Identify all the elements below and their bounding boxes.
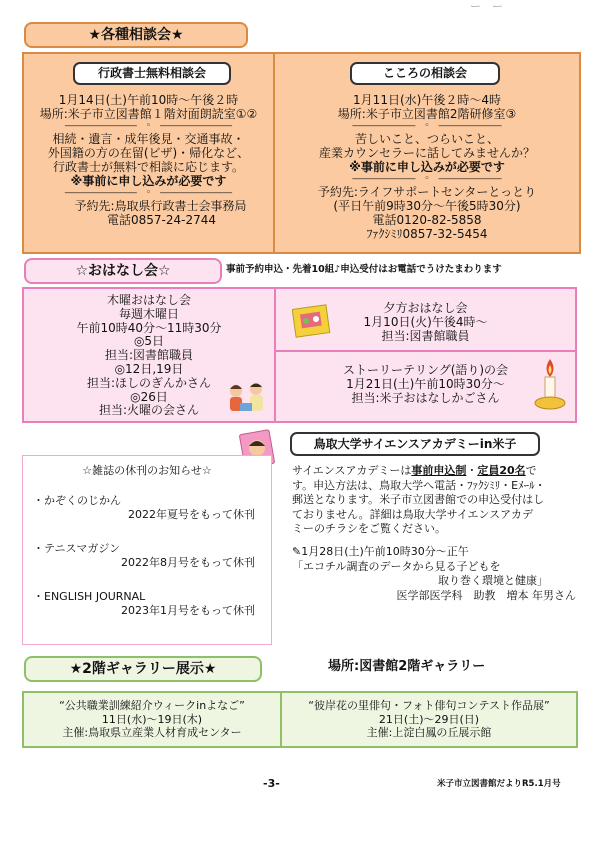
- evening-title: 夕方おはなし会: [383, 301, 468, 315]
- consult-right-note: ※事前に申し込みが必要です: [349, 160, 505, 174]
- gallery-section-header: ★2階ギャラリー展示★: [24, 656, 262, 682]
- top-mark: ー ー: [470, 0, 503, 13]
- science-para-line: [292, 464, 582, 479]
- consult-left-contact: 予約先:鳥取県行政書士会事務局: [74, 199, 247, 213]
- consult-right-title: こころの相談会: [350, 62, 500, 85]
- gallery-exhibit-title: “彼岸花の里俳句・フォト俳句コンテスト作品展”: [308, 699, 550, 712]
- science-para-line: 郵送となります。米子市立図書館での申込受付はし: [292, 493, 545, 507]
- thursday-line: 担当:図書館職員: [104, 348, 194, 363]
- magazine-name: ・テニスマガジン: [33, 542, 121, 555]
- gallery-exhibit-host: 主催:上淀白鳳の丘展示館: [366, 726, 492, 739]
- consult-right-hours: (平日午前9時30分～午後5時30分): [333, 199, 521, 213]
- candle-icon: [533, 357, 567, 413]
- gallery-place: 場所:図書館2階ギャラリー: [328, 659, 486, 674]
- consult-right-fax: ﾌｧｸｼﾐﾘ0857-32-5454: [366, 227, 488, 241]
- consult-right-separator: ――――――― ◦ ―――――――: [352, 121, 502, 131]
- magazine-name: ・ENGLISH JOURNAL: [33, 590, 146, 603]
- magazine-note: 2022年夏号をもって休刊: [128, 507, 255, 521]
- gallery-exhibit-host: 主催:鳥取県立産業人材育成センター: [62, 726, 242, 739]
- magazine-notice-box: [22, 455, 272, 645]
- consult-right-body: 苦しいこと、つらいこと、: [354, 132, 499, 146]
- science-text: で: [525, 464, 537, 477]
- science-para-line: ておりません。詳細は鳥取大学サイエンスアカデ: [292, 507, 534, 521]
- thursday-line: 担当:火曜の会さん: [98, 403, 200, 418]
- magazine-notice-title: ☆雑誌の休刊のお知らせ☆: [82, 464, 212, 477]
- consult-right-phone: 電話0120-82-5858: [372, 213, 482, 227]
- magazine-item: [33, 494, 265, 521]
- storytelling-session: [276, 363, 575, 405]
- thursday-line: 担当:ほしのぎんかさん: [86, 375, 212, 390]
- gallery-exhibit-date: 11日(水)～19日(木): [101, 712, 203, 726]
- science-para-line: ミーのチラシをご覧ください。: [292, 522, 446, 536]
- consult-left-body: 相続・遺言・成年後見・交通事故・: [52, 132, 245, 146]
- story-section-header: ☆おはなし会☆: [24, 258, 222, 284]
- story-notice: 事前予約申込・先着10組♪申込受付はお電話でうけたまわります: [226, 264, 502, 275]
- storytelling-line: 1月21日(土)午前10時30分～: [346, 377, 505, 391]
- consult-left-title: 行政書士無料相談会: [73, 62, 231, 85]
- science-text: ・: [466, 464, 478, 477]
- gallery-panel: [22, 691, 578, 748]
- science-para-line: す。申込方法は、鳥取大学へ電話・ﾌｧｸｼﾐﾘ・Eﾒｰﾙ・: [292, 478, 546, 492]
- gallery-exhibit-date: 21日(土)～29日(日): [378, 712, 480, 726]
- gallery-exhibit-right: [282, 699, 576, 740]
- magazine-item: [33, 542, 265, 569]
- consult-left-body: 行政書士が無料で相談に応じます。: [52, 160, 245, 174]
- story-panel: [22, 287, 577, 423]
- consult-left-separator: ―――――――― ◦ ――――――――: [64, 188, 233, 198]
- consult-section-header: ★各種相談会★: [24, 22, 248, 48]
- gallery-exhibit-title: “公共職業訓練紹介ウィークinよなご”: [59, 699, 245, 712]
- science-event-date: ✎1月28日(土)午前10時30分～正午: [292, 544, 469, 558]
- consult-right-place: 場所:米子市立図書館2階研修室③: [337, 107, 517, 121]
- gallery-exhibit-left: [24, 699, 280, 740]
- evening-storytime: [276, 301, 575, 343]
- story-divider-h: [276, 350, 575, 352]
- magazine-note: 2022年8月号をもって休刊: [121, 555, 255, 569]
- publication-name: 米子市立図書館だよりR5.1月号: [437, 779, 561, 789]
- thursday-line: ◎5日: [133, 334, 165, 349]
- evening-line: 1月10日(火)午後4時～: [363, 315, 488, 329]
- magazine-name: ・かぞくのじかん: [33, 494, 121, 507]
- science-underline-capacity: 定員20名: [477, 464, 526, 477]
- thursday-line: ◎12日,19日: [114, 361, 184, 376]
- science-event-title: 取り巻く環境と健康」: [438, 574, 548, 588]
- storytelling-title: ストーリーテリング(語り)の会: [342, 363, 509, 377]
- consult-left: [24, 54, 273, 252]
- magazine-note: 2023年1月号をもって休刊: [121, 603, 255, 617]
- thursday-line: 毎週木曜日: [118, 306, 179, 321]
- science-text: サイエンスアカデミーは: [292, 464, 412, 477]
- thursday-line: 午前10時40分～11時30分: [76, 320, 222, 335]
- children-reading-illustration: [224, 377, 270, 417]
- consult-left-note: ※事前に申し込みが必要です: [70, 174, 227, 188]
- consult-right-date: 1月11日(水)午後２時～4時: [353, 93, 501, 107]
- storytelling-line: 担当:米子おはなしかごさん: [351, 391, 500, 405]
- consult-panel: [22, 52, 581, 254]
- science-academy-body: [292, 464, 582, 603]
- consult-left-date: 1月14日(土)午前10時～午後２時: [58, 93, 239, 107]
- consult-right-body: 産業カウンセラーに話してみませんか？: [318, 146, 535, 160]
- thursday-line: ◎26日: [130, 389, 168, 404]
- page-number: -3-: [263, 777, 280, 790]
- consult-right-contact: 予約先:ライフサポートセンターとっとり: [317, 185, 537, 199]
- consult-left-separator: ―――――――― ◦ ――――――――: [64, 121, 233, 131]
- science-lecturer: 医学部医学科 助教 増本 年男さん: [396, 588, 576, 602]
- science-academy-title: 鳥取大学サイエンスアカデミーin米子: [290, 432, 540, 456]
- thursday-title: 木曜おはなし会: [106, 293, 191, 307]
- consult-left-place: 場所:米子市立図書館１階対面朗読室①②: [39, 107, 258, 121]
- evening-line: 担当:図書館職員: [381, 329, 470, 343]
- science-underline-advance: 事前申込制: [411, 464, 467, 477]
- consult-right: [275, 54, 579, 252]
- consult-left-body: 外国籍の方の在留(ビザ)・帰化など、: [47, 146, 250, 160]
- magazine-item: [33, 590, 265, 617]
- consult-right-separator: ――――――― ◦ ―――――――: [352, 174, 502, 184]
- science-event-title: 「エコチル調査のデータから見る子どもを: [292, 559, 501, 573]
- consult-left-phone: 電話0857-24-2744: [106, 213, 216, 227]
